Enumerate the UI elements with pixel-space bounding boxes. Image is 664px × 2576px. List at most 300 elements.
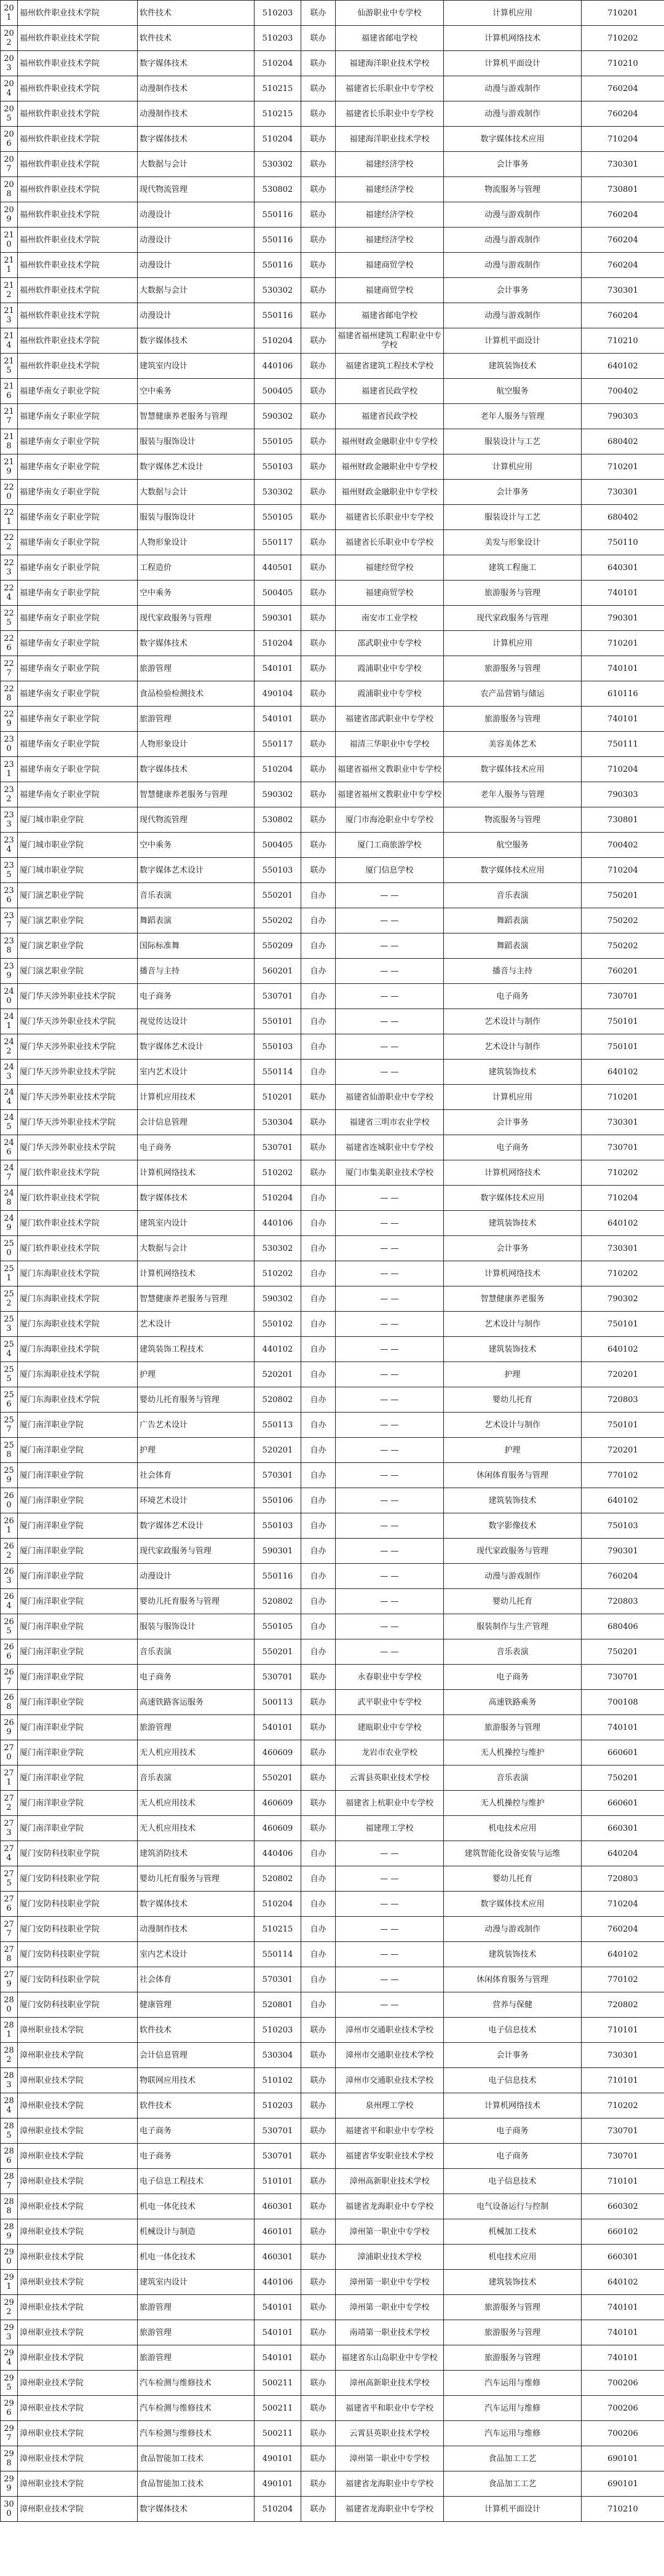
row-number: 296 [1, 2396, 18, 2421]
secondary-major-name: 物流服务与管理 [444, 177, 582, 202]
mode: 自办 [301, 1942, 336, 1967]
higher-major-name: 数字媒体技术 [138, 1892, 255, 1917]
secondary-major-name: 建筑装饰技术 [444, 2270, 582, 2295]
mode: 联办 [301, 2219, 336, 2245]
college-name: 厦门南洋职业学院 [18, 1488, 138, 1513]
partner-school: — — [336, 1286, 444, 1312]
college-name: 厦门南洋职业学院 [18, 1513, 138, 1539]
secondary-major-code: 660601 [582, 1740, 664, 1766]
mode: 自办 [301, 933, 336, 959]
higher-major-code: 440102 [255, 1337, 301, 1362]
table-row [1, 959, 664, 984]
table-row [1, 303, 664, 328]
secondary-major-name: 建筑装饰技术 [444, 1337, 582, 1362]
higher-major-code: 510204 [255, 127, 301, 152]
row-number: 217 [1, 404, 18, 429]
higher-major-name: 大数据与会计 [138, 1236, 255, 1261]
higher-major-name: 旅游管理 [138, 656, 255, 681]
higher-major-code: 520802 [255, 1387, 301, 1413]
partner-school: 漳州市交通职业技术学校 [336, 2018, 444, 2043]
college-name: 福建华南女子职业学院 [18, 505, 138, 530]
higher-major-code: 510102 [255, 2068, 301, 2093]
row-number: 261 [1, 1513, 18, 1539]
row-number: 251 [1, 1261, 18, 1286]
higher-major-name: 软件技术 [138, 2018, 255, 2043]
partner-school: — — [336, 883, 444, 908]
table-row [1, 253, 664, 278]
secondary-major-name: 音乐表演 [444, 1639, 582, 1665]
college-name: 厦门南洋职业学院 [18, 1438, 138, 1463]
mode: 联办 [301, 2093, 336, 2118]
mode: 联办 [301, 202, 336, 228]
row-number: 215 [1, 354, 18, 379]
higher-major-code: 540101 [255, 656, 301, 681]
college-name: 漳州职业技术学院 [18, 2245, 138, 2270]
higher-major-name: 动漫设计 [138, 202, 255, 228]
table-row [1, 177, 664, 202]
higher-major-name: 汽车检测与维修技术 [138, 2396, 255, 2421]
higher-major-name: 无人机应用技术 [138, 1740, 255, 1766]
table-row [1, 1236, 664, 1261]
higher-major-name: 物联网应用技术 [138, 2068, 255, 2093]
secondary-major-name: 计算机应用 [444, 631, 582, 656]
secondary-major-code: 720803 [582, 1866, 664, 1892]
mode: 联办 [301, 253, 336, 278]
mode: 联办 [301, 404, 336, 429]
row-number: 265 [1, 1614, 18, 1639]
higher-major-name: 数字媒体技术 [138, 127, 255, 152]
higher-major-code: 550105 [255, 505, 301, 530]
secondary-major-code: 790302 [582, 1286, 664, 1312]
mode: 联办 [301, 127, 336, 152]
secondary-major-name: 旅游服务与管理 [444, 656, 582, 681]
mode: 联办 [301, 454, 336, 480]
higher-major-code: 530802 [255, 177, 301, 202]
row-number: 262 [1, 1539, 18, 1564]
mode: 自办 [301, 1917, 336, 1942]
row-number: 226 [1, 631, 18, 656]
higher-major-code: 550117 [255, 530, 301, 555]
higher-major-code: 500211 [255, 2396, 301, 2421]
higher-major-name: 数字媒体技术 [138, 757, 255, 782]
partner-school: — — [336, 1261, 444, 1286]
partner-school: 福建海洋职业技术学校 [336, 127, 444, 152]
table-row [1, 1060, 664, 1085]
row-number: 276 [1, 1892, 18, 1917]
secondary-major-name: 建筑装饰技术 [444, 1060, 582, 1085]
higher-major-code: 500405 [255, 581, 301, 606]
partner-school: 福建省东山岛职业中专学校 [336, 2345, 444, 2371]
partner-school: — — [336, 1362, 444, 1387]
secondary-major-name: 数字媒体技术应用 [444, 1892, 582, 1917]
table-row [1, 2219, 664, 2245]
higher-major-name: 社会体育 [138, 1463, 255, 1488]
college-name: 厦门城市职业学院 [18, 807, 138, 833]
mode: 联办 [301, 1690, 336, 1715]
mode: 自办 [301, 1286, 336, 1312]
higher-major-code: 510202 [255, 1261, 301, 1286]
college-name: 漳州职业技术学院 [18, 2118, 138, 2144]
mode: 联办 [301, 26, 336, 51]
partner-school: — — [336, 1967, 444, 1992]
mode: 联办 [301, 152, 336, 177]
partner-school: — — [336, 1236, 444, 1261]
secondary-major-code: 790303 [582, 404, 664, 429]
higher-major-name: 服装与服饰设计 [138, 505, 255, 530]
college-name: 厦门华天涉外职业技术学院 [18, 1135, 138, 1160]
higher-major-name: 无人机应用技术 [138, 1816, 255, 1841]
college-name: 厦门安防科技职业学院 [18, 1967, 138, 1992]
higher-major-code: 560201 [255, 959, 301, 984]
secondary-major-name: 营养与保健 [444, 1992, 582, 2018]
higher-major-code: 500211 [255, 2371, 301, 2396]
secondary-major-name: 电子信息技术 [444, 2068, 582, 2093]
college-name: 厦门城市职业学院 [18, 833, 138, 858]
college-name: 厦门软件职业技术学院 [18, 1186, 138, 1211]
mode: 联办 [301, 1766, 336, 1791]
secondary-major-name: 建筑装饰技术 [444, 1211, 582, 1236]
mode: 自办 [301, 1463, 336, 1488]
higher-major-name: 动漫设计 [138, 228, 255, 253]
row-number: 299 [1, 2471, 18, 2497]
secondary-major-code: 700206 [582, 2371, 664, 2396]
higher-major-name: 舞蹈表演 [138, 908, 255, 933]
secondary-major-code: 730701 [582, 1665, 664, 1690]
secondary-major-code: 730301 [582, 2043, 664, 2068]
secondary-major-code: 750101 [582, 1312, 664, 1337]
higher-major-code: 590301 [255, 606, 301, 631]
table-row [1, 202, 664, 228]
higher-major-name: 计算机网络技术 [138, 1160, 255, 1186]
higher-major-name: 数字媒体技术 [138, 51, 255, 76]
college-name: 漳州职业技术学院 [18, 2471, 138, 2497]
partner-school: 福建省长乐职业中专学校 [336, 505, 444, 530]
table-row [1, 454, 664, 480]
secondary-major-code: 710101 [582, 2169, 664, 2194]
row-number: 247 [1, 1160, 18, 1186]
row-number: 271 [1, 1766, 18, 1791]
row-number: 273 [1, 1816, 18, 1841]
higher-major-name: 广告艺术设计 [138, 1413, 255, 1438]
college-name: 福建华南女子职业学院 [18, 681, 138, 707]
higher-major-code: 550201 [255, 883, 301, 908]
higher-major-code: 460101 [255, 2219, 301, 2245]
secondary-major-name: 动漫与游戏制作 [444, 253, 582, 278]
college-name: 厦门东海职业技术学院 [18, 1286, 138, 1312]
higher-major-code: 550116 [255, 202, 301, 228]
secondary-major-name: 建筑工程施工 [444, 555, 582, 581]
row-number: 223 [1, 555, 18, 581]
row-number: 203 [1, 51, 18, 76]
higher-major-name: 室内艺术设计 [138, 1942, 255, 1967]
secondary-major-name: 旅游服务与管理 [444, 707, 582, 732]
mode: 自办 [301, 1866, 336, 1892]
college-name: 厦门南洋职业学院 [18, 1639, 138, 1665]
table-row [1, 51, 664, 76]
partner-school: 福建商贸学校 [336, 253, 444, 278]
mode: 联办 [301, 303, 336, 328]
college-name: 厦门南洋职业学院 [18, 1413, 138, 1438]
higher-major-code: 510203 [255, 2093, 301, 2118]
higher-major-code: 590301 [255, 1539, 301, 1564]
higher-major-code: 540101 [255, 2320, 301, 2345]
college-name: 厦门华天涉外职业技术学院 [18, 1009, 138, 1034]
secondary-major-code: 710202 [582, 1261, 664, 1286]
college-name: 福建华南女子职业学院 [18, 656, 138, 681]
college-name: 厦门南洋职业学院 [18, 1539, 138, 1564]
partner-school: 福建省长乐职业中专学校 [336, 101, 444, 127]
table-row [1, 328, 664, 354]
partner-school: 福建省龙海职业中专学校 [336, 2194, 444, 2219]
table-row [1, 1791, 664, 1816]
secondary-major-name: 电子商务 [444, 2144, 582, 2169]
secondary-major-code: 700402 [582, 833, 664, 858]
secondary-major-code: 760204 [582, 101, 664, 127]
secondary-major-code: 710204 [582, 757, 664, 782]
mode: 联办 [301, 480, 336, 505]
mode: 联办 [301, 505, 336, 530]
secondary-major-name: 计算机网络技术 [444, 1160, 582, 1186]
partner-school: 福建经济学校 [336, 152, 444, 177]
mode: 联办 [301, 354, 336, 379]
row-number: 241 [1, 1009, 18, 1034]
mode: 联办 [301, 1160, 336, 1186]
secondary-major-code: 730701 [582, 2144, 664, 2169]
higher-major-name: 计算机网络技术 [138, 1261, 255, 1286]
higher-major-code: 550114 [255, 1942, 301, 1967]
row-number: 234 [1, 833, 18, 858]
higher-major-code: 500405 [255, 379, 301, 404]
higher-major-code: 510215 [255, 76, 301, 101]
table-row [1, 429, 664, 454]
higher-major-code: 510204 [255, 757, 301, 782]
row-number: 208 [1, 177, 18, 202]
higher-major-name: 现代物流管理 [138, 177, 255, 202]
partner-school: 云霄县英职业技术学校 [336, 1766, 444, 1791]
secondary-major-name: 汽车运用与维修 [444, 2421, 582, 2446]
secondary-major-name: 美发与形象设计 [444, 530, 582, 555]
partner-school: — — [336, 1060, 444, 1085]
table-row [1, 1866, 664, 1892]
secondary-major-code: 660301 [582, 2245, 664, 2270]
row-number: 283 [1, 2068, 18, 2093]
secondary-major-name: 计算机平面设计 [444, 2497, 582, 2522]
mode: 联办 [301, 1110, 336, 1135]
mode: 联办 [301, 2471, 336, 2497]
secondary-major-code: 700206 [582, 2396, 664, 2421]
mode: 自办 [301, 1236, 336, 1261]
higher-major-code: 540101 [255, 2345, 301, 2371]
secondary-major-code: 720201 [582, 1362, 664, 1387]
higher-major-name: 婴幼儿托育服务与管理 [138, 1387, 255, 1413]
table-row [1, 1337, 664, 1362]
partner-school: 漳州市交通职业技术学校 [336, 2068, 444, 2093]
row-number: 216 [1, 379, 18, 404]
table-row [1, 1892, 664, 1917]
secondary-major-code: 730801 [582, 807, 664, 833]
partner-school: 漳州高新职业技术学校 [336, 2371, 444, 2396]
college-name: 漳州职业技术学院 [18, 2497, 138, 2522]
secondary-major-code: 660302 [582, 2194, 664, 2219]
secondary-major-name: 智慧健康养老服务 [444, 1286, 582, 1312]
partner-school: 漳浦职业技术学校 [336, 2245, 444, 2270]
higher-major-code: 510215 [255, 101, 301, 127]
mode: 联办 [301, 1715, 336, 1740]
row-number: 288 [1, 2194, 18, 2219]
table-row [1, 908, 664, 933]
secondary-major-name: 护理 [444, 1362, 582, 1387]
secondary-major-name: 艺术设计与制作 [444, 1034, 582, 1060]
higher-major-code: 550209 [255, 933, 301, 959]
row-number: 219 [1, 454, 18, 480]
college-name: 漳州职业技术学院 [18, 2068, 138, 2093]
partner-school: — — [336, 1186, 444, 1211]
higher-major-code: 510204 [255, 2497, 301, 2522]
higher-major-name: 服装与服饰设计 [138, 429, 255, 454]
higher-major-name: 音乐表演 [138, 1766, 255, 1791]
table-row [1, 782, 664, 807]
mode: 自办 [301, 1513, 336, 1539]
partner-school: — — [336, 1992, 444, 2018]
secondary-major-code: 750201 [582, 883, 664, 908]
partner-school: — — [336, 1513, 444, 1539]
higher-major-code: 500113 [255, 1690, 301, 1715]
higher-major-name: 旅游管理 [138, 2320, 255, 2345]
table-row [1, 1564, 664, 1589]
secondary-major-code: 760204 [582, 253, 664, 278]
college-name: 厦门软件职业技术学院 [18, 1211, 138, 1236]
partner-school: 邵武职业中专学校 [336, 631, 444, 656]
college-name: 厦门东海职业技术学院 [18, 1261, 138, 1286]
higher-major-name: 旅游管理 [138, 1715, 255, 1740]
higher-major-name: 动漫设计 [138, 1564, 255, 1589]
higher-major-name: 婴幼儿托育服务与管理 [138, 1589, 255, 1614]
mode: 联办 [301, 757, 336, 782]
partner-school: 福建经济学校 [336, 228, 444, 253]
secondary-major-code: 750202 [582, 908, 664, 933]
row-number: 246 [1, 1135, 18, 1160]
partner-school: — — [336, 1917, 444, 1942]
secondary-major-name: 食品加工工艺 [444, 2446, 582, 2471]
higher-major-code: 440406 [255, 1841, 301, 1866]
higher-major-code: 500405 [255, 833, 301, 858]
higher-major-name: 建筑室内设计 [138, 1211, 255, 1236]
secondary-major-code: 680402 [582, 505, 664, 530]
secondary-major-name: 美容美体艺术 [444, 732, 582, 757]
secondary-major-code: 730801 [582, 177, 664, 202]
partner-school: — — [336, 1639, 444, 1665]
row-number: 263 [1, 1564, 18, 1589]
secondary-major-name: 电子商务 [444, 2118, 582, 2144]
row-number: 245 [1, 1110, 18, 1135]
row-number: 291 [1, 2270, 18, 2295]
row-number: 244 [1, 1085, 18, 1110]
higher-major-name: 动漫制作技术 [138, 1917, 255, 1942]
table-row [1, 1211, 664, 1236]
table-row [1, 2421, 664, 2446]
higher-major-name: 软件技术 [138, 1, 255, 26]
college-name: 福建华南女子职业学院 [18, 404, 138, 429]
secondary-major-name: 音乐表演 [444, 1766, 582, 1791]
college-name: 福建华南女子职业学院 [18, 732, 138, 757]
secondary-major-code: 640102 [582, 2270, 664, 2295]
secondary-major-code: 750101 [582, 1034, 664, 1060]
higher-major-code: 490101 [255, 2471, 301, 2497]
college-name: 厦门软件职业技术学院 [18, 1236, 138, 1261]
table-row [1, 757, 664, 782]
row-number: 212 [1, 278, 18, 303]
college-name: 福州软件职业技术学院 [18, 177, 138, 202]
higher-major-code: 570301 [255, 1967, 301, 1992]
higher-major-code: 540101 [255, 2295, 301, 2320]
higher-major-code: 520802 [255, 1866, 301, 1892]
table-row [1, 1, 664, 26]
mode: 联办 [301, 1740, 336, 1766]
secondary-major-code: 710201 [582, 631, 664, 656]
higher-major-code: 550117 [255, 732, 301, 757]
row-number: 231 [1, 757, 18, 782]
row-number: 209 [1, 202, 18, 228]
mode: 自办 [301, 959, 336, 984]
secondary-major-code: 730301 [582, 152, 664, 177]
college-name: 漳州职业技术学院 [18, 2144, 138, 2169]
partner-school: — — [336, 1438, 444, 1463]
partner-school: 福建省长乐职业中专学校 [336, 76, 444, 101]
secondary-major-code: 720803 [582, 1589, 664, 1614]
secondary-major-code: 640102 [582, 1942, 664, 1967]
table-row [1, 530, 664, 555]
table-row [1, 1992, 664, 2018]
partner-school: 福建海洋职业技术学校 [336, 51, 444, 76]
college-name: 福州软件职业技术学院 [18, 278, 138, 303]
mode: 联办 [301, 2270, 336, 2295]
row-number: 221 [1, 505, 18, 530]
secondary-major-name: 休闲体育服务与管理 [444, 1967, 582, 1992]
partner-school: 福建省三明市农业学校 [336, 1110, 444, 1135]
secondary-major-name: 会计事务 [444, 1236, 582, 1261]
higher-major-code: 520802 [255, 1589, 301, 1614]
table-row [1, 933, 664, 959]
mode: 自办 [301, 1438, 336, 1463]
secondary-major-name: 建筑装饰技术 [444, 1488, 582, 1513]
higher-major-name: 数字媒体技术 [138, 2497, 255, 2522]
table-row [1, 26, 664, 51]
row-number: 279 [1, 1967, 18, 1992]
partner-school: — — [336, 1034, 444, 1060]
partner-school: 福州财政金融职业中专学校 [336, 480, 444, 505]
mode: 自办 [301, 1967, 336, 1992]
college-name: 厦门南洋职业学院 [18, 1589, 138, 1614]
table-row [1, 1665, 664, 1690]
mode: 联办 [301, 2421, 336, 2446]
higher-major-code: 550201 [255, 1639, 301, 1665]
higher-major-code: 440106 [255, 1211, 301, 1236]
higher-major-name: 室内艺术设计 [138, 1060, 255, 1085]
higher-major-name: 动漫制作技术 [138, 101, 255, 127]
higher-major-code: 570301 [255, 1463, 301, 1488]
partner-school: 福建理工学校 [336, 1816, 444, 1841]
mode: 联办 [301, 2018, 336, 2043]
higher-major-code: 510204 [255, 1186, 301, 1211]
secondary-major-name: 动漫与游戏制作 [444, 228, 582, 253]
secondary-major-code: 730701 [582, 2118, 664, 2144]
higher-major-code: 530302 [255, 1236, 301, 1261]
secondary-major-code: 660301 [582, 1816, 664, 1841]
higher-major-name: 数字媒体艺术设计 [138, 1513, 255, 1539]
college-name: 漳州职业技术学院 [18, 2345, 138, 2371]
higher-major-name: 工程造价 [138, 555, 255, 581]
secondary-major-name: 航空服务 [444, 833, 582, 858]
